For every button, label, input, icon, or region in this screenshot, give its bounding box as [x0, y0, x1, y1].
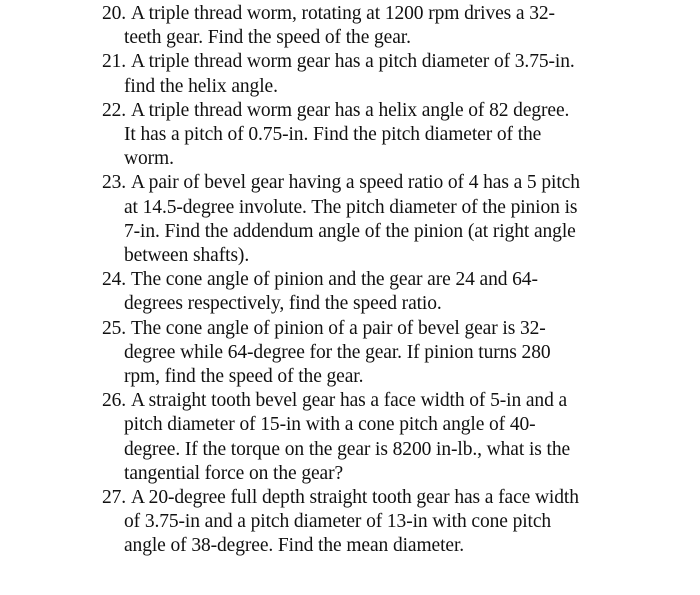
problem-text-line: A triple thread worm gear has a helix angle of 82 degree.	[131, 99, 570, 121]
problem-26	[104, 389, 624, 486]
problem-text-line: between shafts).	[124, 245, 250, 267]
problem-23	[104, 171, 624, 268]
problem-text-line: degree while 64-degree for the gear. If pinion turns 280	[124, 341, 551, 363]
problem-text-line: at 14.5-degree involute. The pitch diameter of the pinion is	[124, 196, 578, 218]
problem-text-line: degrees respectively, find the speed ratio.	[124, 293, 442, 315]
problem-list	[104, 2, 624, 559]
problem-number: 24.	[102, 269, 127, 291]
problem-number: 27.	[102, 487, 127, 509]
problem-text-line: rpm, find the speed of the gear.	[124, 366, 364, 388]
problem-text-line: The cone angle of pinion of a pair of bevel gear is 32-	[131, 317, 546, 339]
problem-number: 23.	[102, 172, 127, 194]
problem-text-line: pitch diameter of 15-in with a cone pitch angle of 40-	[124, 414, 536, 436]
problem-24	[104, 268, 624, 316]
problem-text-line: The cone angle of pinion and the gear are 24 and 64-	[131, 269, 538, 291]
problem-text-line: A triple thread worm gear has a pitch diameter of 3.75-in.	[131, 51, 575, 73]
problem-number: 26.	[102, 390, 127, 412]
problem-text-line: A pair of bevel gear having a speed ratio of 4 has a 5 pitch	[131, 172, 580, 194]
problem-text-line: teeth gear. Find the speed of the gear.	[124, 27, 411, 49]
problem-text-line: tangential force on the gear?	[124, 462, 344, 484]
problem-text-line: of 3.75-in and a pitch diameter of 13-in with cone pitch	[124, 511, 552, 533]
problem-text-line: degree. If the torque on the gear is 8200 in-lb., what is the	[124, 438, 571, 460]
problem-text-line: find the helix angle.	[124, 75, 278, 97]
problem-text-line: angle of 38-degree. Find the mean diameter.	[124, 535, 465, 557]
problem-text-line: 7-in. Find the addendum angle of the pinion (at right angle	[124, 220, 576, 242]
problem-27	[104, 486, 624, 559]
problem-25	[104, 317, 624, 390]
problem-20	[104, 2, 624, 50]
problem-21	[104, 50, 624, 98]
problem-number: 21.	[102, 51, 127, 73]
problem-text-line: It has a pitch of 0.75-in. Find the pitch diameter of the	[124, 124, 542, 146]
problem-text-line: A triple thread worm, rotating at 1200 rpm drives a 32-	[131, 3, 555, 24]
problem-text-line: worm.	[124, 148, 174, 170]
problem-number: 20.	[102, 3, 127, 24]
problem-text-line: A straight tooth bevel gear has a face width of 5-in and a	[131, 390, 568, 412]
problem-22	[104, 99, 624, 172]
problem-number: 22.	[102, 99, 127, 121]
problem-number: 25.	[102, 317, 127, 339]
problem-text-line: A 20-degree full depth straight tooth gear has a face width	[131, 487, 579, 509]
